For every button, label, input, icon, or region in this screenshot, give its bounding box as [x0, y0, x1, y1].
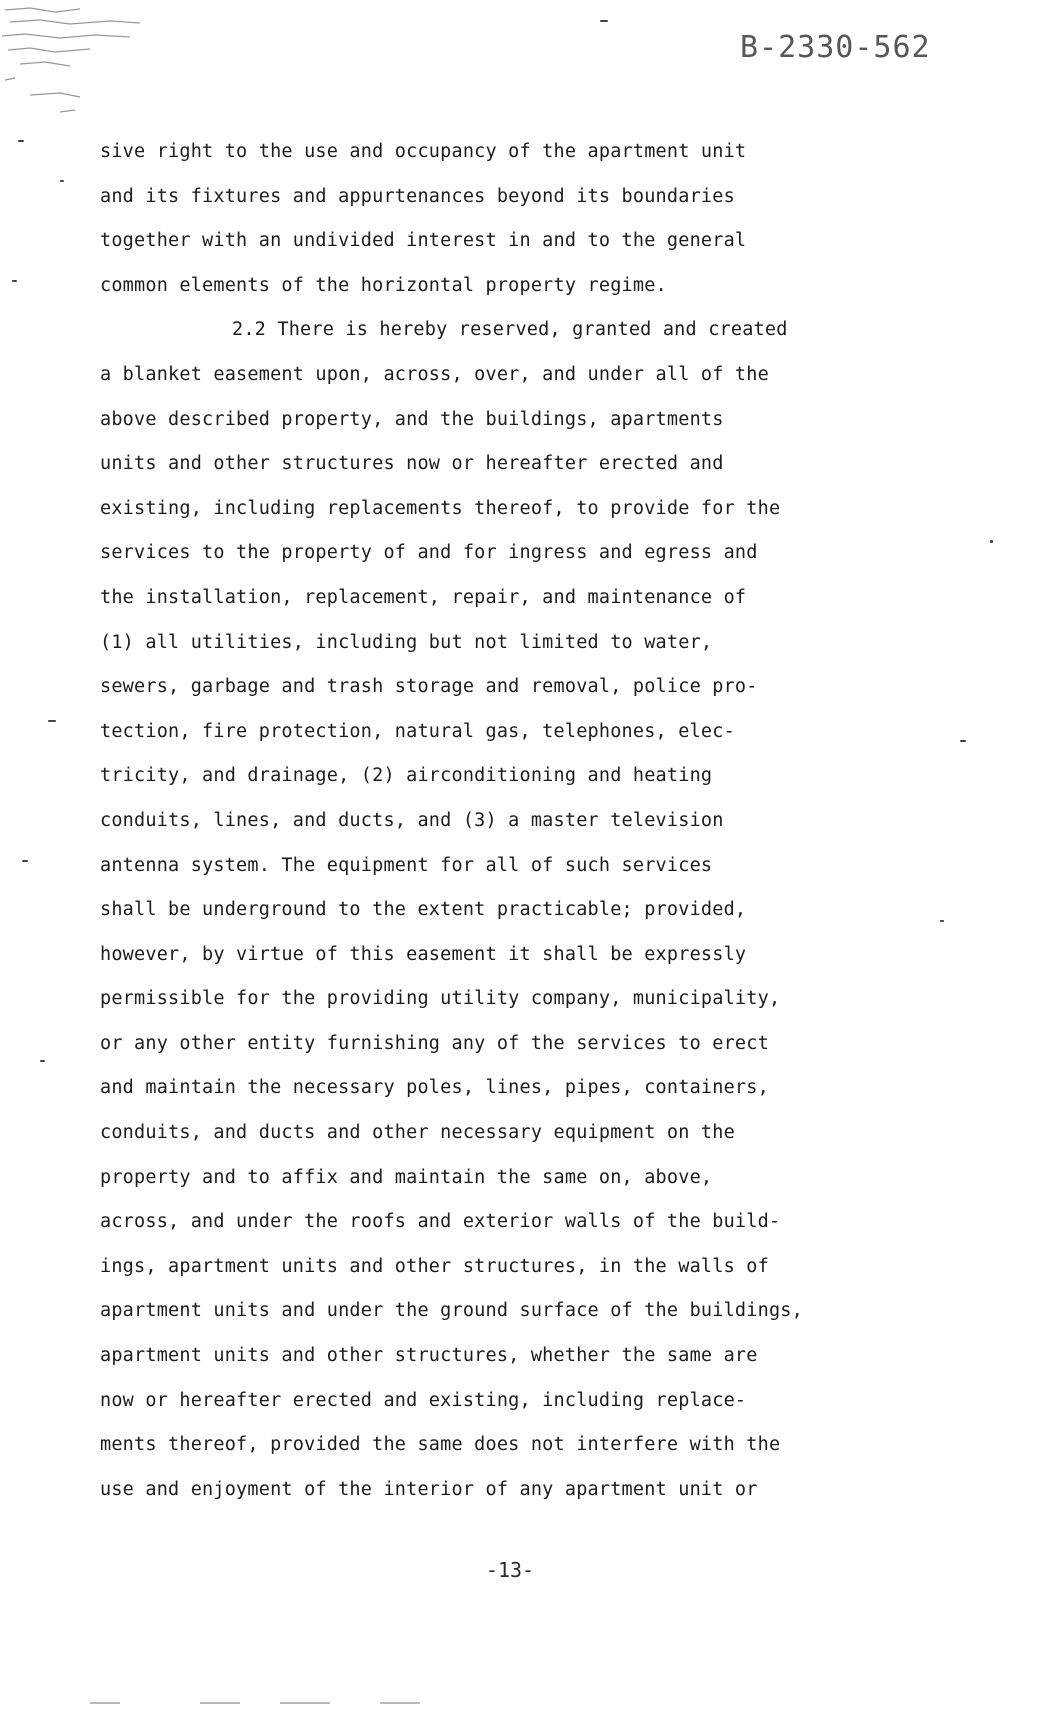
body-line: now or hereafter erected and existing, including replace- [100, 1389, 747, 1411]
body-line: together with an undivided interest in and to the general [100, 230, 747, 252]
body-line: and its fixtures and appurtenances beyond its boundaries [100, 185, 735, 207]
body-line: ments thereof, provided the same does not interfere with the [100, 1434, 781, 1456]
body-line: services to the property of and for ingress and egress and [100, 542, 758, 564]
page-number-text: -13- [485, 1558, 535, 1582]
body-line: or any other entity furnishing any of the services to erect [100, 1032, 769, 1054]
body-line: conduits, and ducts and other necessary equipment on the [100, 1122, 735, 1144]
body-line: apartment units and under the ground surface of the buildings, [100, 1300, 803, 1322]
body-line: antenna system. The equipment for all of such services [100, 854, 713, 876]
scan-speck [60, 180, 64, 182]
scan-speck [990, 540, 993, 543]
body-line: apartment units and other structures, whether the same are [100, 1345, 758, 1367]
body-line: and maintain the necessary poles, lines, pipes, containers, [100, 1077, 769, 1099]
body-line: (1) all utilities, including but not limited to water, [100, 631, 713, 653]
body-line: tection, fire protection, natural gas, telephones, elec- [100, 720, 735, 742]
body-line: existing, including replacements thereof, to provide for the [100, 497, 781, 519]
document-number: B-2330-562 [740, 30, 931, 65]
body-line: however, by virtue of this easement it shall be expressly [100, 943, 747, 965]
page-number [0, 1558, 1056, 1582]
body-line: 2.2 There is hereby reserved, granted and created [232, 319, 788, 341]
scan-speck [940, 920, 944, 922]
body-line: shall be underground to the extent practicable; provided, [100, 899, 747, 921]
body-line: permissible for the providing utility company, municipality, [100, 988, 781, 1010]
body-line: above described property, and the buildings, apartments [100, 408, 724, 430]
body-line: the installation, replacement, repair, and maintenance of [100, 586, 747, 608]
body-line: sive right to the use and occupancy of the apartment unit [100, 141, 747, 162]
scan-speck [960, 740, 966, 742]
body-line: tricity, and drainage, (2) airconditioning and heating [100, 765, 713, 787]
body-line: conduits, lines, and ducts, and (3) a master television [100, 809, 724, 831]
corner-scribble-mark [0, 0, 200, 130]
body-line: common elements of the horizontal property regime. [100, 274, 667, 296]
body-line: property and to affix and maintain the same on, above, [100, 1166, 713, 1188]
scan-speck [48, 720, 56, 722]
body-line: across, and under the roofs and exterior walls of the build- [100, 1211, 781, 1233]
scan-speck [600, 20, 608, 22]
scan-speck [12, 280, 17, 282]
body-line: units and other structures now or hereafter erected and [100, 453, 724, 475]
document-body [100, 130, 930, 1512]
scan-speck [18, 140, 24, 142]
body-line: a blanket easement upon, across, over, and under all of the [100, 363, 769, 385]
body-line: ings, apartment units and other structures, in the walls of [100, 1255, 769, 1277]
body-line: sewers, garbage and trash storage and removal, police pro- [100, 676, 758, 698]
scan-speck [40, 1060, 45, 1062]
body-line: use and enjoyment of the interior of any apartment unit or [100, 1478, 758, 1500]
bottom-scan-noise [90, 1700, 690, 1706]
scan-speck [22, 860, 28, 862]
